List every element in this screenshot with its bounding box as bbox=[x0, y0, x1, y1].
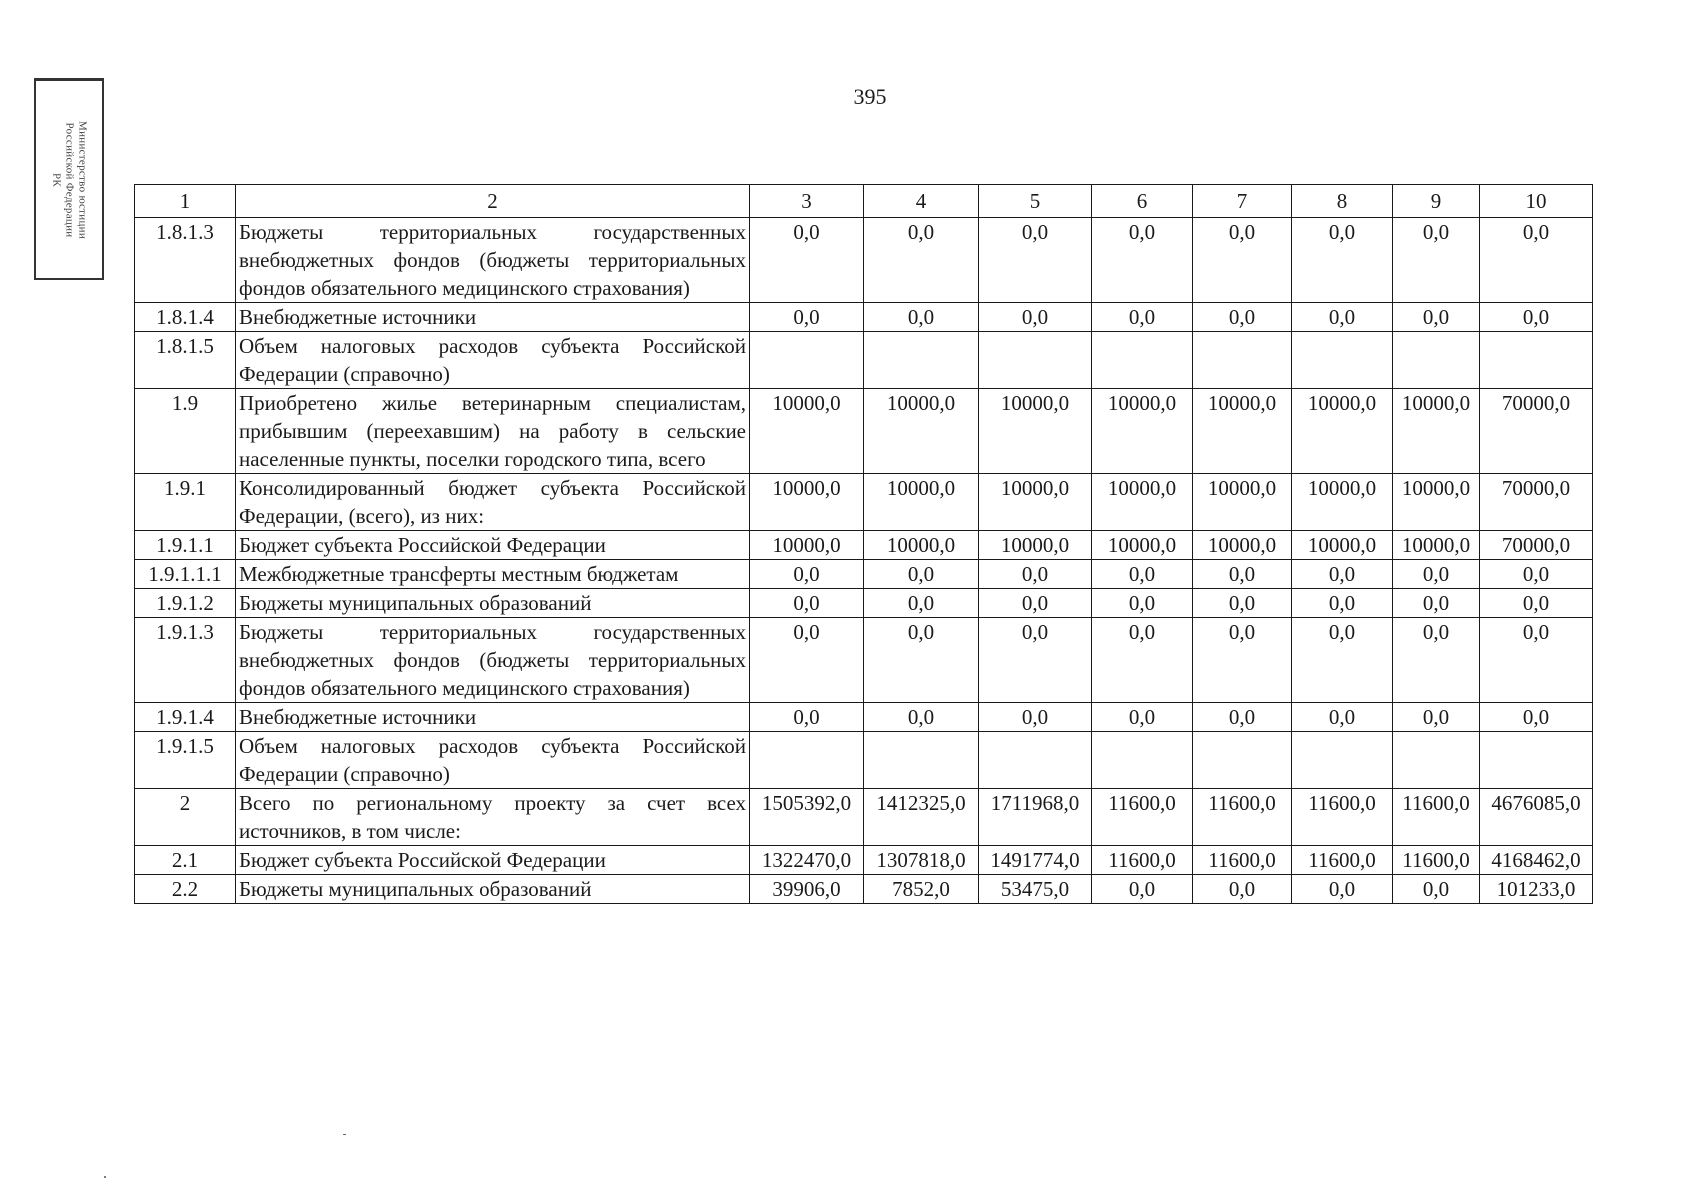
row-description: Внебюджетные источники bbox=[236, 303, 750, 332]
value-cell-col-10: 0,0 bbox=[1480, 618, 1593, 703]
value-cell-col-9: 11600,0 bbox=[1393, 789, 1480, 846]
value-cell-col-4: 0,0 bbox=[864, 618, 979, 703]
row-description: Бюджет субъекта Российской Федерации bbox=[236, 531, 750, 560]
value-cell-col-6: 0,0 bbox=[1092, 618, 1193, 703]
table-row bbox=[135, 589, 1593, 618]
value-cell-col-3: 1322470,0 bbox=[750, 846, 864, 875]
value-cell-col-5: 53475,0 bbox=[979, 875, 1092, 904]
table-row bbox=[135, 875, 1593, 904]
value-cell-col-5: 0,0 bbox=[979, 618, 1092, 703]
column-header-5: 5 bbox=[979, 185, 1092, 218]
value-cell-col-6 bbox=[1092, 732, 1193, 789]
value-cell-col-8: 0,0 bbox=[1292, 618, 1393, 703]
scan-speck bbox=[343, 1134, 346, 1135]
column-header-8: 8 bbox=[1292, 185, 1393, 218]
value-cell-col-10: 0,0 bbox=[1480, 218, 1593, 303]
value-cell-col-7: 0,0 bbox=[1193, 218, 1292, 303]
column-header-2: 2 bbox=[236, 185, 750, 218]
table-row bbox=[135, 303, 1593, 332]
value-cell-col-10: 101233,0 bbox=[1480, 875, 1593, 904]
value-cell-col-8: 0,0 bbox=[1292, 560, 1393, 589]
value-cell-col-6 bbox=[1092, 332, 1193, 389]
value-cell-col-8: 0,0 bbox=[1292, 218, 1393, 303]
value-cell-col-3: 0,0 bbox=[750, 560, 864, 589]
value-cell-col-9: 0,0 bbox=[1393, 218, 1480, 303]
value-cell-col-8: 11600,0 bbox=[1292, 846, 1393, 875]
value-cell-col-7: 11600,0 bbox=[1193, 789, 1292, 846]
value-cell-col-7: 0,0 bbox=[1193, 618, 1292, 703]
value-cell-col-5 bbox=[979, 732, 1092, 789]
value-cell-col-3 bbox=[750, 332, 864, 389]
row-code: 1.9.1 bbox=[135, 474, 236, 531]
table-body bbox=[135, 218, 1593, 904]
table-row bbox=[135, 846, 1593, 875]
value-cell-col-7: 0,0 bbox=[1193, 303, 1292, 332]
value-cell-col-7 bbox=[1193, 332, 1292, 389]
value-cell-col-9: 10000,0 bbox=[1393, 474, 1480, 531]
table-row bbox=[135, 789, 1593, 846]
value-cell-col-10: 4168462,0 bbox=[1480, 846, 1593, 875]
value-cell-col-3: 0,0 bbox=[750, 218, 864, 303]
row-description: Бюджеты территориальных государственных внебюджетных фондов (бюджеты территориальных фондов обязательного медицинского страхования) bbox=[236, 218, 750, 303]
value-cell-col-9: 11600,0 bbox=[1393, 846, 1480, 875]
value-cell-col-4 bbox=[864, 332, 979, 389]
value-cell-col-4: 1412325,0 bbox=[864, 789, 979, 846]
value-cell-col-6: 11600,0 bbox=[1092, 789, 1193, 846]
value-cell-col-10: 70000,0 bbox=[1480, 474, 1593, 531]
value-cell-col-3: 0,0 bbox=[750, 703, 864, 732]
value-cell-col-10: 70000,0 bbox=[1480, 531, 1593, 560]
value-cell-col-9: 0,0 bbox=[1393, 703, 1480, 732]
table-row bbox=[135, 703, 1593, 732]
value-cell-col-3: 39906,0 bbox=[750, 875, 864, 904]
column-header-9: 9 bbox=[1393, 185, 1480, 218]
value-cell-col-5: 0,0 bbox=[979, 303, 1092, 332]
value-cell-col-6: 10000,0 bbox=[1092, 389, 1193, 474]
value-cell-col-4: 0,0 bbox=[864, 560, 979, 589]
value-cell-col-6: 0,0 bbox=[1092, 875, 1193, 904]
value-cell-col-6: 0,0 bbox=[1092, 560, 1193, 589]
row-description: Межбюджетные трансферты местным бюджетам bbox=[236, 560, 750, 589]
value-cell-col-4 bbox=[864, 732, 979, 789]
value-cell-col-5: 10000,0 bbox=[979, 474, 1092, 531]
value-cell-col-4: 0,0 bbox=[864, 703, 979, 732]
value-cell-col-9: 0,0 bbox=[1393, 560, 1480, 589]
value-cell-col-6: 10000,0 bbox=[1092, 531, 1193, 560]
value-cell-col-5: 1711968,0 bbox=[979, 789, 1092, 846]
row-description: Бюджет субъекта Российской Федерации bbox=[236, 846, 750, 875]
value-cell-col-10: 4676085,0 bbox=[1480, 789, 1593, 846]
value-cell-col-5 bbox=[979, 332, 1092, 389]
value-cell-col-8: 11600,0 bbox=[1292, 789, 1393, 846]
column-header-1: 1 bbox=[135, 185, 236, 218]
value-cell-col-8: 10000,0 bbox=[1292, 531, 1393, 560]
table-row bbox=[135, 332, 1593, 389]
value-cell-col-7: 0,0 bbox=[1193, 560, 1292, 589]
value-cell-col-3: 0,0 bbox=[750, 618, 864, 703]
value-cell-col-9: 10000,0 bbox=[1393, 531, 1480, 560]
value-cell-col-4: 10000,0 bbox=[864, 531, 979, 560]
value-cell-col-9 bbox=[1393, 732, 1480, 789]
row-code: 2.1 bbox=[135, 846, 236, 875]
row-description: Объем налоговых расходов субъекта Российской Федерации (справочно) bbox=[236, 732, 750, 789]
row-description: Приобретено жилье ветеринарным специалистам, прибывшим (переехавшим) на работу в сельские населенные пункты, поселки городского типа, всего bbox=[236, 389, 750, 474]
row-code: 1.9.1.2 bbox=[135, 589, 236, 618]
value-cell-col-6: 10000,0 bbox=[1092, 474, 1193, 531]
value-cell-col-4: 0,0 bbox=[864, 303, 979, 332]
column-header-7: 7 bbox=[1193, 185, 1292, 218]
value-cell-col-8: 10000,0 bbox=[1292, 389, 1393, 474]
table-header-row bbox=[135, 185, 1593, 218]
row-code: 1.9.1.4 bbox=[135, 703, 236, 732]
table-row bbox=[135, 531, 1593, 560]
value-cell-col-9: 0,0 bbox=[1393, 303, 1480, 332]
table-row bbox=[135, 218, 1593, 303]
value-cell-col-6: 0,0 bbox=[1092, 703, 1193, 732]
column-header-3: 3 bbox=[750, 185, 864, 218]
column-header-10: 10 bbox=[1480, 185, 1593, 218]
column-header-4: 4 bbox=[864, 185, 979, 218]
row-code: 1.9.1.5 bbox=[135, 732, 236, 789]
value-cell-col-10 bbox=[1480, 332, 1593, 389]
value-cell-col-5: 10000,0 bbox=[979, 531, 1092, 560]
value-cell-col-5: 0,0 bbox=[979, 703, 1092, 732]
scan-speck bbox=[104, 1176, 106, 1178]
value-cell-col-10: 0,0 bbox=[1480, 560, 1593, 589]
value-cell-col-6: 0,0 bbox=[1092, 589, 1193, 618]
value-cell-col-5: 10000,0 bbox=[979, 389, 1092, 474]
row-description: Бюджеты муниципальных образований bbox=[236, 875, 750, 904]
value-cell-col-10: 0,0 bbox=[1480, 589, 1593, 618]
row-code: 1.9.1.3 bbox=[135, 618, 236, 703]
value-cell-col-8: 10000,0 bbox=[1292, 474, 1393, 531]
value-cell-col-4: 1307818,0 bbox=[864, 846, 979, 875]
registration-stamp bbox=[34, 78, 104, 280]
row-description: Консолидированный бюджет субъекта Российской Федерации, (всего), из них: bbox=[236, 474, 750, 531]
value-cell-col-7: 0,0 bbox=[1193, 703, 1292, 732]
value-cell-col-4: 10000,0 bbox=[864, 389, 979, 474]
value-cell-col-4: 7852,0 bbox=[864, 875, 979, 904]
value-cell-col-4: 0,0 bbox=[864, 589, 979, 618]
value-cell-col-6: 0,0 bbox=[1092, 303, 1193, 332]
value-cell-col-3: 10000,0 bbox=[750, 474, 864, 531]
value-cell-col-8: 0,0 bbox=[1292, 703, 1393, 732]
value-cell-col-8: 0,0 bbox=[1292, 303, 1393, 332]
row-description: Внебюджетные источники bbox=[236, 703, 750, 732]
table-row bbox=[135, 618, 1593, 703]
table-row bbox=[135, 389, 1593, 474]
value-cell-col-7: 0,0 bbox=[1193, 875, 1292, 904]
value-cell-col-3: 0,0 bbox=[750, 303, 864, 332]
page-number: 395 bbox=[853, 84, 887, 109]
value-cell-col-10 bbox=[1480, 732, 1593, 789]
value-cell-col-9: 0,0 bbox=[1393, 875, 1480, 904]
row-code: 2.2 bbox=[135, 875, 236, 904]
stamp-text: Министерство юстиции Российской Федерации РК bbox=[50, 120, 89, 239]
table-row bbox=[135, 474, 1593, 531]
row-description: Бюджеты муниципальных образований bbox=[236, 589, 750, 618]
value-cell-col-10: 0,0 bbox=[1480, 703, 1593, 732]
value-cell-col-8: 0,0 bbox=[1292, 875, 1393, 904]
value-cell-col-7: 10000,0 bbox=[1193, 531, 1292, 560]
value-cell-col-3: 10000,0 bbox=[750, 531, 864, 560]
value-cell-col-7 bbox=[1193, 732, 1292, 789]
value-cell-col-5: 1491774,0 bbox=[979, 846, 1092, 875]
value-cell-col-6: 0,0 bbox=[1092, 218, 1193, 303]
value-cell-col-4: 0,0 bbox=[864, 218, 979, 303]
value-cell-col-5: 0,0 bbox=[979, 218, 1092, 303]
column-header-6: 6 bbox=[1092, 185, 1193, 218]
value-cell-col-10: 0,0 bbox=[1480, 303, 1593, 332]
value-cell-col-9: 0,0 bbox=[1393, 589, 1480, 618]
value-cell-col-9 bbox=[1393, 332, 1480, 389]
value-cell-col-7: 10000,0 bbox=[1193, 389, 1292, 474]
row-code: 1.9 bbox=[135, 389, 236, 474]
row-code: 1.8.1.3 bbox=[135, 218, 236, 303]
value-cell-col-3: 1505392,0 bbox=[750, 789, 864, 846]
value-cell-col-10: 70000,0 bbox=[1480, 389, 1593, 474]
value-cell-col-7: 0,0 bbox=[1193, 589, 1292, 618]
row-code: 1.8.1.4 bbox=[135, 303, 236, 332]
value-cell-col-5: 0,0 bbox=[979, 589, 1092, 618]
value-cell-col-8 bbox=[1292, 732, 1393, 789]
value-cell-col-3: 10000,0 bbox=[750, 389, 864, 474]
row-code: 2 bbox=[135, 789, 236, 846]
value-cell-col-8 bbox=[1292, 332, 1393, 389]
value-cell-col-6: 11600,0 bbox=[1092, 846, 1193, 875]
value-cell-col-9: 10000,0 bbox=[1393, 389, 1480, 474]
table-row bbox=[135, 560, 1593, 589]
row-description: Всего по региональному проекту за счет всех источников, в том числе: bbox=[236, 789, 750, 846]
row-description: Бюджеты территориальных государственных внебюджетных фондов (бюджеты территориальных фондов обязательного медицинского страхования) bbox=[236, 618, 750, 703]
value-cell-col-4: 10000,0 bbox=[864, 474, 979, 531]
row-code: 1.9.1.1.1 bbox=[135, 560, 236, 589]
row-code: 1.9.1.1 bbox=[135, 531, 236, 560]
value-cell-col-5: 0,0 bbox=[979, 560, 1092, 589]
budget-table bbox=[134, 184, 1593, 904]
value-cell-col-7: 10000,0 bbox=[1193, 474, 1292, 531]
value-cell-col-3 bbox=[750, 732, 864, 789]
row-code: 1.8.1.5 bbox=[135, 332, 236, 389]
row-description: Объем налоговых расходов субъекта Российской Федерации (справочно) bbox=[236, 332, 750, 389]
table-row bbox=[135, 732, 1593, 789]
value-cell-col-3: 0,0 bbox=[750, 589, 864, 618]
value-cell-col-8: 0,0 bbox=[1292, 589, 1393, 618]
value-cell-col-7: 11600,0 bbox=[1193, 846, 1292, 875]
value-cell-col-9: 0,0 bbox=[1393, 618, 1480, 703]
